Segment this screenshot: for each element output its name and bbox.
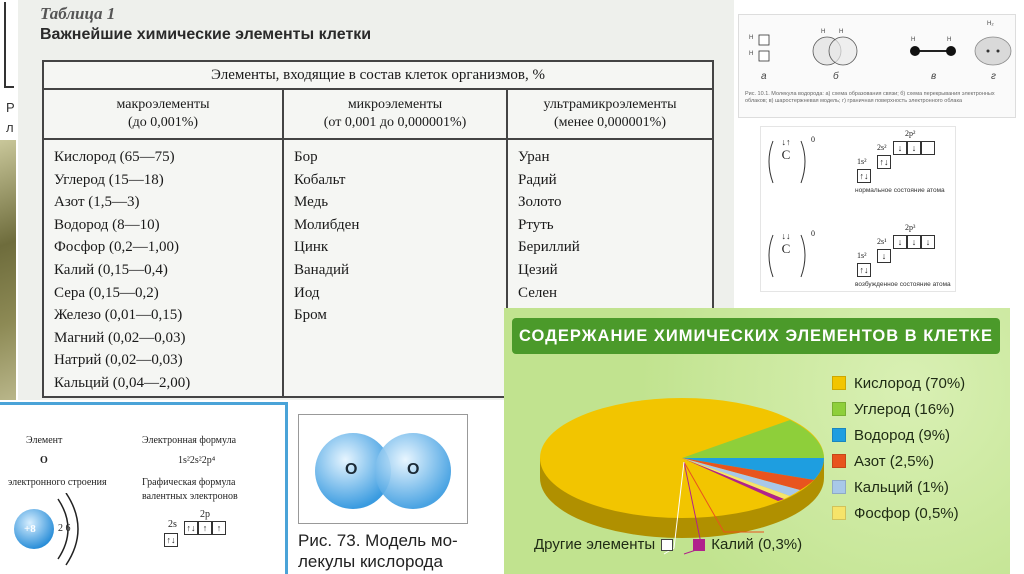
charge-label: 0 <box>811 135 815 144</box>
edge-letter: л <box>6 120 14 135</box>
orbital-label: 1s² <box>857 157 867 166</box>
legend-swatch <box>661 539 673 551</box>
legend-label: Кислород (70%) <box>854 374 966 392</box>
legend-item <box>832 422 965 448</box>
legend-item <box>832 370 965 396</box>
list-item: Магний (0,02—0,03) <box>54 329 186 346</box>
legend-swatch <box>832 506 846 520</box>
atom-label: O <box>407 461 420 478</box>
graphic-formula-label: Графическая формула <box>142 477 236 488</box>
orbital-cells-2p: ↓ ↓ ↓ <box>893 235 935 249</box>
h2-label: H₂ <box>987 21 994 27</box>
list-item: Молибден <box>294 216 360 233</box>
list-item: Бор <box>294 149 318 165</box>
h-label: H <box>911 37 916 43</box>
column-header <box>508 90 712 140</box>
formula-label: Электронная формула <box>142 435 237 446</box>
column-title: макроэлементы <box>116 97 210 112</box>
list-item: Радий <box>518 171 557 188</box>
nucleus-charge: +8 <box>24 523 36 535</box>
list-item: Кобальт <box>294 171 346 188</box>
legend-label: Водород (9%) <box>854 426 951 444</box>
orbital-label: 2p <box>200 509 210 520</box>
orbital-label: 2s <box>168 519 177 530</box>
list-item: Медь <box>294 194 329 211</box>
legend-swatch <box>832 480 846 494</box>
figure-label: в <box>931 71 937 82</box>
legend-item <box>832 474 965 500</box>
legend-item <box>832 396 965 422</box>
orbital-cell-2s: ↓ <box>877 249 891 263</box>
hydrogen-molecule-figure <box>738 14 1016 118</box>
table-title: Важнейшие химические элементы клетки <box>40 26 372 43</box>
h-label: H <box>821 29 826 35</box>
list-item: Золото <box>518 194 562 211</box>
orbital-cell-2s: ↑↓ <box>877 155 891 169</box>
h-label: H <box>947 37 952 43</box>
pie-legend <box>832 370 965 526</box>
column-micro <box>284 90 508 396</box>
list-item: Цинк <box>294 239 329 256</box>
column-header <box>284 90 506 140</box>
edge-letter: Р <box>6 100 15 115</box>
element-symbol: C <box>781 241 791 256</box>
atom-label: O <box>345 461 358 478</box>
column-title: микроэлементы <box>347 97 443 112</box>
structure-label: электронного строения <box>8 477 107 488</box>
list-item: Азот (1,5—3) <box>54 194 140 211</box>
column-header <box>44 90 282 140</box>
carbon-atom-excited: ↓↓ C <box>771 231 801 275</box>
legend-item <box>832 500 965 526</box>
charge-label: 0 <box>811 229 815 238</box>
list-item: Углерод (15—18) <box>54 171 164 188</box>
list-item: Ртуть <box>518 216 554 233</box>
legend-label: Углерод (16%) <box>854 400 955 418</box>
figure-label: б <box>833 71 839 82</box>
bracket-decoration <box>4 2 14 88</box>
figure-caption: Рис. 10.1. Молекула водорода: а) схема образования связи; б) схема перекрывания электронных облаков; в) шаростержневая модель; г) граничная поверхность электронного облака <box>745 91 995 104</box>
oxygen-structure-figure <box>0 402 288 574</box>
column-macro <box>44 90 284 396</box>
legend-item <box>832 448 965 474</box>
legend-label: Фосфор (0,5%) <box>854 504 959 522</box>
legend-swatch <box>832 376 846 390</box>
legend-label: Калий (0,3%) <box>711 536 803 553</box>
bottom-legend <box>534 536 802 553</box>
orbital-label: 2s¹ <box>877 237 887 246</box>
formula: 1s²2s²2p⁴ <box>178 455 216 466</box>
list-item: Бром <box>294 307 327 324</box>
state-caption: возбужденное состояние атома <box>855 281 951 288</box>
list-item: Бериллий <box>518 239 580 256</box>
table-caption: Таблица 1 <box>40 4 116 23</box>
list-item: Железо (0,01—0,15) <box>54 307 183 324</box>
h-label: H <box>749 51 754 57</box>
column-range: (менее 0,000001%) <box>554 115 666 130</box>
orbital-cell-1s: ↑↓ <box>857 263 871 277</box>
list-item: Кальций (0,04—2,00) <box>54 374 191 391</box>
caption-line: лекулы кислорода <box>298 552 443 571</box>
list-item: Цезий <box>518 261 558 278</box>
carbon-orbital-figure <box>760 126 956 292</box>
orbital-label: 1s² <box>857 251 867 260</box>
h-label: H <box>839 29 844 35</box>
orbital-cell-2s: ↑↓ <box>164 533 178 547</box>
shell-counts: 2 6 <box>58 523 71 534</box>
h-label: H <box>749 35 754 41</box>
o2-molecule <box>299 415 469 525</box>
list-item: Водород (8—10) <box>54 216 160 233</box>
column-title: ультрамикроэлементы <box>543 97 677 112</box>
legend-label: Азот (2,5%) <box>854 452 934 470</box>
valence-label: валентных электронов <box>142 491 238 502</box>
carbon-atom-normal: ↓↑ C <box>771 137 801 181</box>
pie-infographic <box>504 308 1010 574</box>
legend-swatch <box>832 402 846 416</box>
figure-label: а <box>761 71 767 82</box>
column-range: (от 0,001 до 0,000001%) <box>323 115 467 130</box>
legend-label: Кальций (1%) <box>854 478 949 496</box>
orbital-cell-1s: ↑↓ <box>857 169 871 183</box>
legend-swatch <box>832 454 846 468</box>
element-symbol: C <box>781 147 791 162</box>
o2-molecule-figure <box>298 414 468 524</box>
list-item: Фосфор (0,2—1,00) <box>54 239 180 256</box>
list-item: Сера (0,15—0,2) <box>54 284 159 301</box>
list-item: Селен <box>518 284 558 301</box>
list-item: Натрий (0,02—0,03) <box>54 352 183 369</box>
o2-caption <box>298 530 458 572</box>
orbital-label: 2p³ <box>905 223 916 232</box>
column-range: (до 0,001%) <box>127 115 199 130</box>
list-item: Ванадий <box>294 261 350 278</box>
list-item: Уран <box>518 149 550 165</box>
legend-label: Другие элементы <box>534 536 656 553</box>
list-item: Калий (0,15—0,4) <box>54 261 168 278</box>
element-symbol: O <box>40 455 48 466</box>
orbital-label: 2s² <box>877 143 887 152</box>
hydrogen-diagrams <box>739 15 1017 85</box>
orbital-label: 2p² <box>905 129 916 138</box>
pie-title: СОДЕРЖАНИЕ ХИМИЧЕСКИХ ЭЛЕМЕНТОВ В КЛЕТКЕ <box>512 318 1000 354</box>
element-label: Элемент <box>26 435 63 446</box>
orbital-cells-2p: ↑↓ ↑ ↑ <box>184 521 226 535</box>
caption-line: Рис. 73. Модель мо- <box>298 531 458 550</box>
decorative-stripe <box>0 140 16 400</box>
state-caption: нормальное состояние атома <box>855 187 945 194</box>
figure-label: г <box>991 71 996 82</box>
list-item: Иод <box>294 284 320 301</box>
list-item: Кислород (65—75) <box>54 149 175 165</box>
legend-swatch <box>832 428 846 442</box>
atom-model <box>0 493 90 573</box>
table-header: Элементы, входящие в состав клеток организмов, % <box>44 62 712 90</box>
legend-swatch <box>693 539 705 551</box>
orbital-cells-2p: ↓ ↓ <box>893 141 935 155</box>
